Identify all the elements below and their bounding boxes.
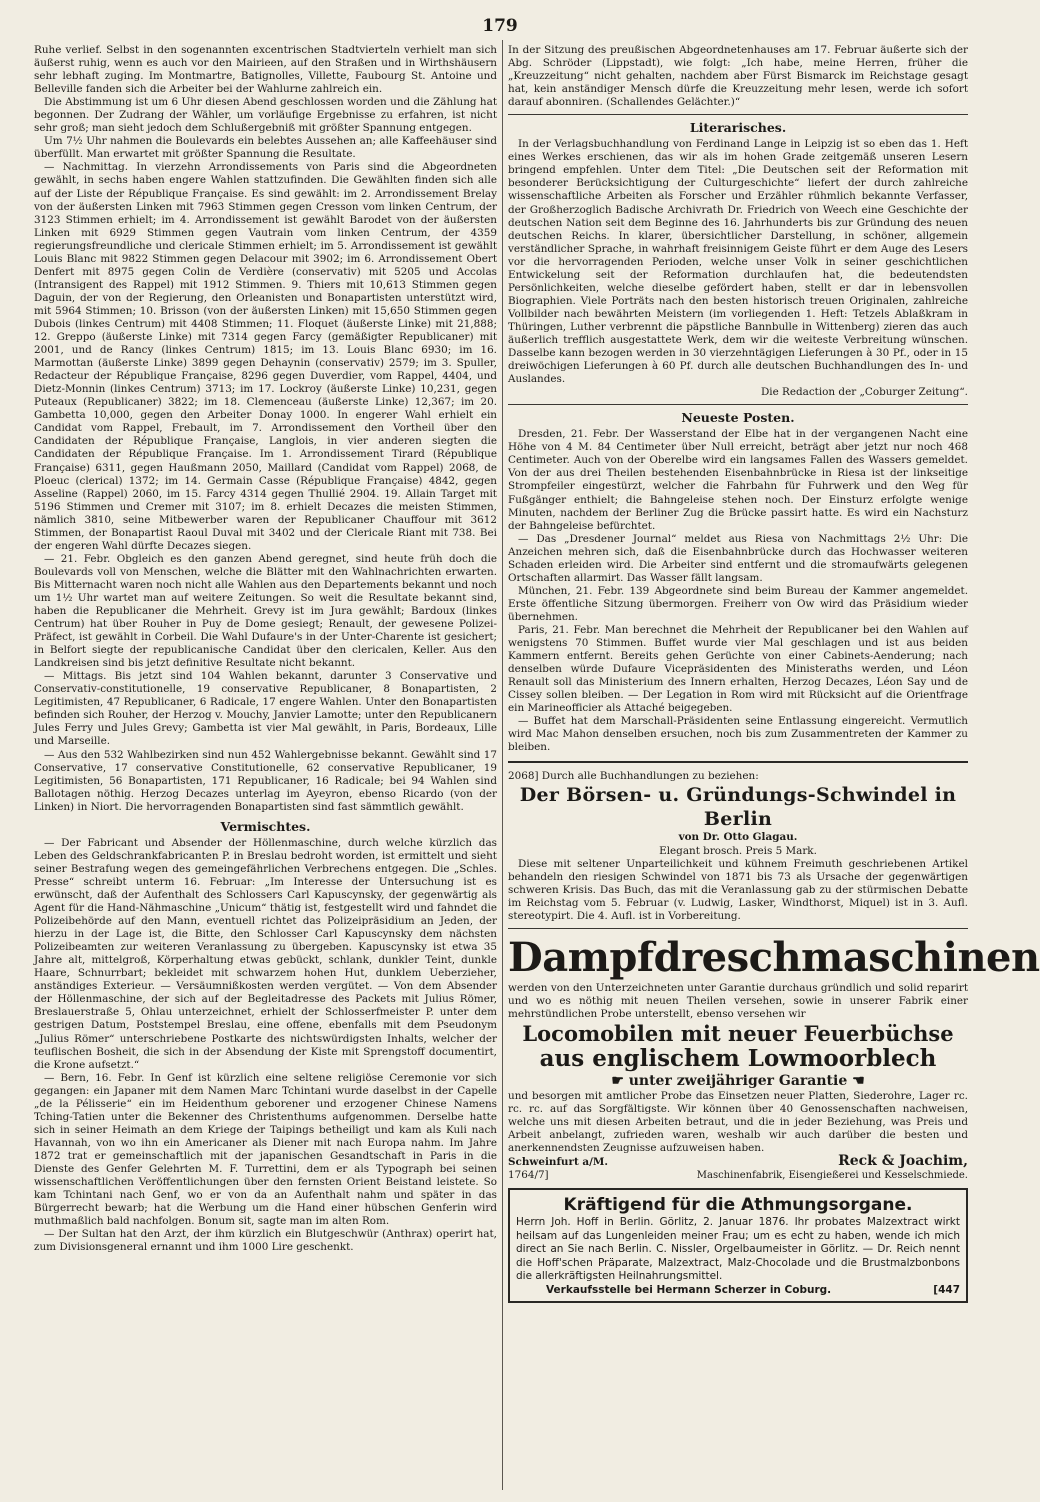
- divider: [508, 114, 968, 115]
- ad-firm-line: [508, 1155, 968, 1169]
- news-item: — Das „Dresdener Journal“ meldet aus Riesa von Nachmittags 2½ Uhr: Die Anzeichen mehren sich, daß die Eisenbahnbrücke durch das Hochwasser weiteren Schaden erleiden wird. Die Arbeiter sind entfernt und die stromaufwärts gelegenen Ortschaften allarmirt. Das Wasser fällt langsam.: [508, 532, 968, 584]
- section-heading-vermischtes: Vermischtes.: [220, 818, 311, 834]
- ad-text: Diese mit seltener Unparteilichkeit und kühnem Freimuth geschriebenen Artikel behandeln den riesigen Schwindel von 1871 bis 73 als Ursache der gegenwärtigen schweren Krisis. Das Buch, das mit die Veranlassung gab zu der stürmischen Debatte im Reichstag vom 5. Februar (v. Ludwig, Lasker, Windthorst, Miquel) ist in 3. Aufl. stereotypirt. Die 4. Aufl. ist in Vorbereitung.: [508, 857, 968, 922]
- ad-price: Elegant brosch. Preis 5 Mark.: [659, 844, 817, 857]
- ad-seller-line: [516, 1284, 960, 1298]
- divider: [508, 928, 968, 929]
- advertisement-machines: [508, 933, 1040, 1182]
- article-paragraph: — Der Fabricant und Absender der Höllenmaschine, durch welche kürzlich das Leben des Geldschrankfabricanten P. in Breslau bedroht worden, ist ermittelt und sieht seiner Bestrafung wegen des gemeingefährlichen Verbrechens entgegen. Die „Schles. Presse“ schreibt unterm 16. Februar: „Im Interesse der Untersuchung ist es erwünscht, daß der Aufenthalt des Schlossers Carl Kapuscynsky, der gegenwärtig als Agent für die Hand-Nähmaschine „Unicum“ thätig ist, festgestellt wird und fahndet die Polizeibehörde auf den Mann, eventuell richtet das Polizeipräsidium an Jeden, der hierzu in der Lage ist, die Bitte, den Schlosser Carl Kapuscynsky dem nächsten Polizeibeamten zur weiteren Veranlassung zu übergeben. Kapuscynsky ist etwa 35 Jahre alt, mittelgroß, Körperhaltung etwas gebückt, schlank, dunkler Teint, dunkle Haare, Schnurrbart; bekleidet mit schwarzem hohen Hut, dunklem Ueberzieher, anständiges Exterieur. — Versäumnißkosten werden vergütet. — Von dem Absender der Höllenmaschine, der sich auf der Begleitadresse des Packets mit Julius Römer, Breslauerstraße 5, Ohlau unterzeichnet, erhielt der Schlosserfmeister P. unter dem gestrigen Datum, Poststempel Breslau, eine offene, ebenfalls mit dem Pseudonym „Julius Römer“ unterschriebene Postkarte des nichtswürdigsten Inhalts, welcher der teuflischen Bosheit, die sich in der Absendung der Kiste mit Sprengstoff documentirt, die Krone aufsetzt.“: [34, 836, 497, 1071]
- article-paragraph: Die Abstimmung ist um 6 Uhr diesen Abend geschlossen worden und die Zählung hat begonnen. Der Zudrang der Wähler, um vorläufige Ergebnisse zu erfahren, ist nicht sehr groß; man sieht jedoch dem Schlußergebniß mit größter Spannung entgegen.: [34, 96, 497, 135]
- ad-firm-sub: Maschinenfabrik, Eisengießerei und Kesselschmiede.: [696, 1170, 968, 1182]
- article-paragraph: Um 7½ Uhr nahmen die Boulevards ein belebtes Aussehen an; alle Kaffeehäuser sind überfüllt. Man erwartet mit größter Spannung die Resultate.: [34, 135, 497, 161]
- article-paragraph: — Aus den 532 Wahlbezirken sind nun 452 Wahlergebnisse bekannt. Gewählt sind 17 Conservative, 17 conservative Constitutionelle, 62 conservative Republicaner, 19 Legitimisten, 56 Bonapartisten, 171 Republicaner, 16 Radicale; bei 94 Wahlen sind Ballotagen nöthig. Herzog Decazes unterlag im Ayeyron, ebenso Ricardo (von der Linken) in Niort. Die hervorragenden Bonapartisten sind fast sämmtlich gewählt.: [34, 748, 497, 813]
- ad-title: Dampfdreschmaschinen: [508, 933, 1040, 981]
- ad-title: Der Börsen- u. Gründungs-Schwindel in Berlin: [519, 784, 957, 831]
- divider: [508, 761, 968, 763]
- article-paragraph: Ruhe verlief. Selbst in den sogenannten excentrischen Stadtvierteln verhielt man sich äußerst ruhig, wenn es auch vor den Mairieen, auf den Straßen und in Wirthshäusern sehr lebhaft zuging. Im Montmartre, Batignolles, Villette, Faubourg St. Antoine und Belleville fanden sich die Arbeiter bei der Wahlurne zahlreich ein.: [34, 44, 497, 96]
- news-item: Dresden, 21. Febr. Der Wasserstand der Elbe hat in der vergangenen Nacht eine Höhe von 4 M. 84 Centimeter über Null erreicht, beträgt aber jetzt nur noch 468 Centimeter. Auch von der Oberelbe wird ein langsames Fallen des Wassers gemeldet. Von der aus drei Theilen bestehenden Eisenbahnbrücke in Riesa ist der linkseitige Strompfeiler eingestürzt, welcher die Fahrbahn für Fuhrwerk und den Weg für Fußgänger enthielt; die Bahngeleise stehen noch. Der Einsturz erfolgte wenige Minuten, nachdem der Berliner Zug die Brücke passirt hatte. Es wird ein Nachsturz der Bahngeleise befürchtet.: [508, 428, 968, 532]
- article-paragraph: — Nachmittag. In vierzehn Arrondissements von Paris sind die Abgeordneten gewählt, in sechs haben engere Wahlen stattzufinden. Die Gewählten finden sich alle auf der Liste der République Française. Es sind gewählt: im 2. Arrondissement Brelay von der äußersten Linken mit 7963 Stimmen gegen Cresson vom linken Centrum, der 3123 Stimmen erhielt; im 4. Arrondissement ist gewählt Barodet von der äußersten Linken mit 6929 Stimmen gegen Vautrain vom linken Centrum, der 4359 regierungsfreundliche und clericale Stimmen erhielt; im 5. Arrondissement ist gewählt Louis Blanc mit 9822 Stimmen gegen Delacour mit 3902; im 6. Arrondissement Obert Denfert mit 8975 gegen Colin de Verdière (conservativ) mit 5205 und Accolas (Intransigent des Rappel) mit 1912 Stimmen. 9. Thiers mit 10,613 Stimmen gegen Daguin, der von der Regierung, den Orleanisten und Bonapartisten unterstützt wird, mit 5964 Stimmen; 10. Brisson (von der äußersten Linken) mit 15,650 Stimmen gegen Dubois (linkes Centrum) mit 4408 Stimmen; 11. Floquet (äußerste Linke) mit 21,888; 12. Greppo (äußerste Linke) mit 7314 gegen Farcy (gemäßigter Republicaner) mit 2001, und de Rancy (linkes Centrum) 1815; im 13. Louis Blanc 6930; im 16. Marmottan (äußerste Linke) 3899 gegen Dehaynin (conservativ) 2579; im 3. Spuller, Redacteur der République Française, 8296 gegen Duverdier, vom Rappel, 4404, und Dietz-Monnin (linkes Centrum) 3713; im 17. Lockroy (äußerste Linke) 10,231, gegen Puteaux (Republicaner) 3822; im 18. Clemenceau (äußerste Linke) 12,367; im 20. Gambetta 10,000, gegen den Arbeiter Donay 1000. In engerer Wahl erhielt ein Candidat vom Rappel, Frebault, im 7. Arrondissement den Vortheil über den Candidaten der République Française, Langlois, in vier anderen siegten die Candidaten der République Française. Im 1. Arrondissement Tirard (République Française) 6311, gegen Haußmann 2050, Maillard (Candidat vom Rappel) 2068, de Ploeuc (clerical) 1372; im 14. Germain Casse (République Française) 4842, gegen Asseline (Rappel) 2060, im 15. Farcy 4314 gegen Thullié 2904. 19. Allain Target mit 5196 Stimmen und Cremer mit 3107; im 8. erhielt Decazes die meisten Stimmen, nämlich 3810, seine Mitbewerber waren der Republicaner Chauffour mit 3612 Stimmen, der Bonapartist Raoul Duval mit 3402 und der Clericale Riant mit 738. Bei der engeren Wahl dürfte Decazes siegen.: [34, 161, 497, 552]
- ad-guarantee: ☛ unter zweijähriger Garantie ☚: [611, 1072, 865, 1089]
- advertisement-malt-extract: [508, 1188, 968, 1303]
- ad-text: Herrn Joh. Hoff in Berlin. Görlitz, 2. Januar 1876. Ihr probates Malzextract wirkt heilsam auf das Lungenleiden meiner Frau; um es echt zu haben, wende ich mich direct an Sie nach Berlin. C. Nissler, Orgelbaumeister in Görlitz. — Dr. Reich nennt die Hoff'schen Präparate, Malzextract, Malz-Chocolade und die Brustmalzbonbons die allerkräftigsten Heilnahrungsmittel.: [516, 1216, 960, 1283]
- article-paragraph: — 21. Febr. Obgleich es den ganzen Abend geregnet, sind heute früh doch die Boulevards voll von Menschen, welche die Blätter mit den Wahlnachrichten erwarten. Bis Mitternacht waren noch nicht alle Wahlen aus den Departements bekannt und noch um 1½ Uhr wartet man auf weitere Zeitungen. So weit die Resultate bekannt sind, haben die Republicaner die Mehrheit. Grevy ist im Jura gewählt; Bardoux (linkes Centrum) hat über Rouher in Puy de Dome gesiegt; Renault, der gewesene Polizei-Präfect, ist gewählt in Corbeil. Die Wahl Dufaure's in der Unter-Charente ist gesichert; in Belfort siegte der republicanische Candidat über den clericalen, Keller. Aus den Landkreisen sind bis jetzt definitive Resultate nicht bekannt.: [34, 552, 497, 670]
- signature: Die Redaction der „Coburger Zeitung“.: [760, 386, 968, 399]
- ad-author: von Dr. Otto Glagau.: [678, 831, 798, 844]
- ad-lead: 2068] Durch alle Buchhandlungen zu beziehen:: [508, 770, 759, 783]
- article-paragraph: — Der Sultan hat den Arzt, der ihm kürzlich ein Blutgeschwür (Anthrax) operirt hat, zum Divisionsgeneral ernannt und ihm 1000 Lire geschenkt.: [34, 1228, 497, 1254]
- advertisement-book: [508, 770, 968, 922]
- right-column: [508, 44, 1040, 1489]
- left-column: [34, 44, 497, 1489]
- article-paragraph: In der Sitzung des preußischen Abgeordnetenhauses am 17. Februar äußerte sich der Abg. Schröder (Lippstadt), wie folgt: „Ich habe, meine Herren, früher die „Kreuzzeitung“ nicht gehalten, nachdem aber Fürst Bismarck im Reichstage gesagt hat, kein anständiger Mensch dürfe die Kreuzzeitung mehr lesen, werde ich sofort darauf abonniren. (Schallendes Gelächter.)“: [508, 44, 968, 109]
- ad-firm-subline: [508, 1169, 968, 1182]
- ad-reference: 1764/7]: [508, 1169, 549, 1182]
- ad-firm: Reck & Joachim,: [838, 1153, 968, 1170]
- article-paragraph: — Bern, 16. Febr. In Genf ist kürzlich eine seltene religiöse Ceremonie vor sich gegangen: ein Japaner mit dem Namen Marc Tchintani wurde daselbst in der Capelle „de la Pélisserie“ ein im Heidenthum geborener und erzogener Chinese Namens Tching-Tatien unter die Bekenner des Christenthums aufgenommen. Derselbe hatte sich in seiner Heimath an dem Kriege der Taipings betheiligt und kam als Kuli nach Havannah, von wo ihn ein Americaner als Diener mit nach Europa nahm. Im Jahre 1872 trat er gemeinschaftlich mit der japanischen Gesandtschaft in Paris in die Dienste des Genfer Gelehrten M. F. Turrettini, dem er als Typograph bei seinen wissenschaftlichen Veröffentlichungen über den fernsten Orient Beistand leistete. So kam Tchintani nach Genf, wo er von da an Aufenthalt nahm und später in das Bürgerrecht bewarb; hat die Werbung um die Hand einer hübschen Genferin wird muthmaßlich bald nachfolgen. Bonum sit, sagte man im alten Rom.: [34, 1071, 497, 1228]
- article-paragraph: In der Verlagsbuchhandlung von Ferdinand Lange in Leipzig ist so eben das 1. Heft eines Werkes erschienen, das wir als im hohen Grade zeitgemäß unseren Lesern bringend empfehlen. Unter dem Titel: „Die Deutschen seit der Reformation mit besonderer Berücksichtigung der Culturgeschichte“ liefert der durch zahlreiche wissenschaftliche Arbeiten als Forscher und Erzähler rühmlich bekannte Verfasser, der Großherzoglich Badische Archivrath Dr. Friedrich von Weech eine Geschichte der deutschen Nation seit dem Beginne des 16. Jahrhunderts bis zur Gründung des neuen deutschen Reichs. In klarer, übersichtlicher Darstellung, in schöner, allgemein verständlicher Sprache, in wahrhaft freisinnigem Geiste führt er dem Auge des Lesers vor die hervorragenden Perioden, welche unser Volk in seiner geschichtlichen Entwickelung seit der Reformation durchlaufen hat, die bedeutendsten Persönlichkeiten, welche dieselbe gefördert haben, stellt er dar in lebensvollen Biographien. Viele Porträts nach den besten historisch treuen Originalen, zahlreiche Vollbilder nach bewährten Meistern (im vorliegenden 1. Heft: Tetzels Ablaßkram in Thüringen, Luther verbrennt die päpstliche Bannbulle in Wittenberg) zieren das auch äußerlich trefflich ausgestattete Werk, dem wir die weiteste Verbreitung wünschen. Dasselbe kann bezogen werden in 30 vierzehntägigen Lieferungen à 30 Pf., oder in 15 dreiwöchigen Lieferungen à 60 Pf. durch alle deutschen Buchhandlungen des In- und Auslandes.: [508, 138, 968, 386]
- article-paragraph: — Mittags. Bis jetzt sind 104 Wahlen bekannt, darunter 3 Conservative und Conservativ-constitutionelle, 19 conservative Republicaner, 8 Bonapartisten, 2 Legitimisten, 47 Republicaner, 6 Radicale, 17 engere Wahlen. Unter den Bonapartisten befinden sich Rouher, der Herzog v. Mouchy, Janvier Lamotte; unter den Republicanern Jules Ferry und Jules Grevy; Gambetta ist vier Mal gewählt, in Paris, Bordeaux, Lille und Marseille.: [34, 670, 497, 748]
- ad-text: werden von den Unterzeichneten unter Garantie durchaus gründlich und solid reparirt und wo es nöthig mit neuen Theilen versehen, sowie in unserer Fabrik einer mehrstündlichen Probe unterstellt, ebenso versehen wir: [508, 981, 968, 1020]
- page-number: 179: [482, 16, 518, 36]
- section-heading-posten: Neueste Posten.: [681, 410, 795, 426]
- column-divider: [502, 40, 503, 1490]
- ad-headline: Locomobilen mit neuer Feuerbüchse: [522, 1020, 954, 1046]
- ad-place: Schweinfurt a/M.: [508, 1156, 609, 1169]
- ad-headline: aus englischem Lowmoorblech: [539, 1044, 937, 1072]
- divider: [508, 404, 968, 405]
- ad-text: und besorgen mit amtlicher Probe das Einsetzen neuer Platten, Siederohre, Lager rc. rc. rc. auf das Sorgfältigste. Wir können über 40 Genossenschaften nachweisen, welche uns mit diesen Arbeiten betraut, und die in jeder Beziehung, was Preis und Arbeit anbelangt, zufrieden waren, weshalb wir auch darüber die besten und anerkennendsten Zeugnisse aufzuweisen haben.: [508, 1089, 968, 1155]
- news-item: München, 21. Febr. 139 Abgeordnete sind beim Bureau der Kammer angemeldet. Erste öffentliche Sitzung übermorgen. Freiherr von Ow wird das Präsidium wieder übernehmen.: [508, 584, 968, 623]
- section-heading-literarisches: Literarisches.: [689, 120, 787, 136]
- news-item: — Buffet hat dem Marschall-Präsidenten seine Entlassung eingereicht. Vermutlich wird Mac Mahon denselben ersuchen, noch bis zum Zusammentreten der Kammer zu bleiben.: [508, 715, 968, 754]
- ad-reference: [447: [933, 1283, 960, 1296]
- ad-title: Kräftigend für die Athmungsorgane.: [563, 1195, 913, 1216]
- ad-seller: Verkaufsstelle bei Hermann Scherzer in Coburg.: [546, 1283, 832, 1296]
- news-item: Paris, 21. Febr. Man berechnet die Mehrheit der Republicaner bei den Wahlen auf wenigstens 70 Stimmen. Buffet wurde vier Mal geschlagen und ist aus beiden Kammern entfernt. Bereits gehen Gerüchte von einer Cabinets-Aenderung; nach denselben würde Dufaure Vicepräsidenten des Ministeraths werden, und Léon Renault soll das Ministerium des Innern erhalten, Herzog Decazes, Léon Say und de Cissey sollen bleiben. — Der Legation in Rom wird mit Rücksicht auf die Orientfrage ein Marineofficier als Attaché beigegeben.: [508, 623, 968, 715]
